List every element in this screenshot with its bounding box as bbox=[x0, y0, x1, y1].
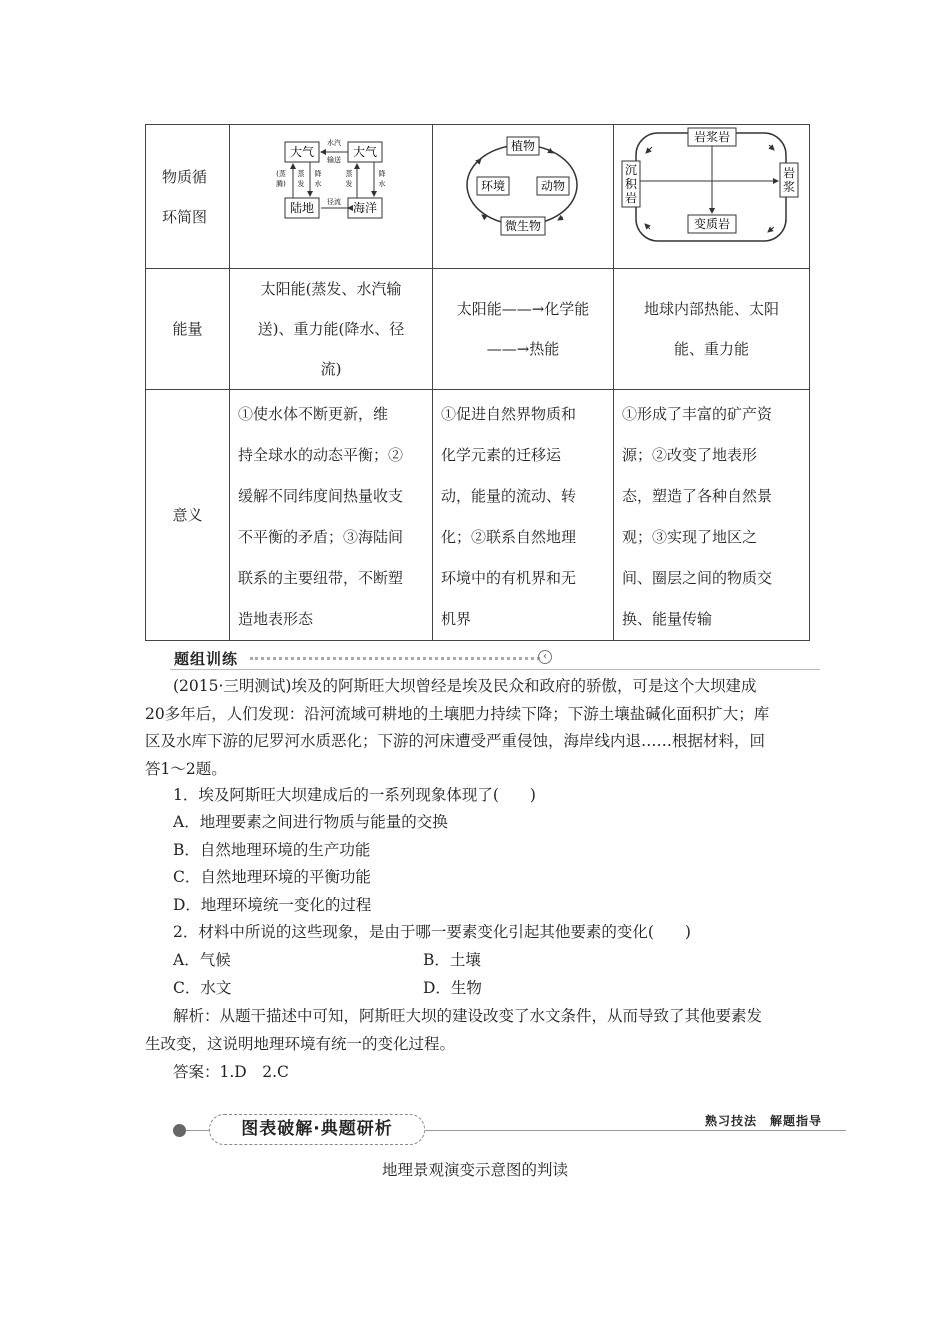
energy-rock-line-1: 地球内部热能、太阳 bbox=[643, 300, 779, 318]
intro-line-2: 20多年后，人们发现：沿河流域可耕地的土壤肥力持续下降；下游土壤盐碱化面积扩大；库 bbox=[145, 705, 770, 723]
meaning-water-line-5: 联系的主要纽带，不断塑 bbox=[238, 569, 404, 587]
sedimentary-label-2: 积 bbox=[624, 177, 638, 191]
environment-label: 环境 bbox=[480, 179, 506, 193]
meaning-bio-line-2: 化学元素的迁移运 bbox=[441, 446, 562, 464]
meaning-water-line-1: ①使水体不断更新，维 bbox=[238, 405, 389, 423]
question-2-option-d: D．生物 bbox=[423, 979, 482, 997]
bio-cycle-diagram bbox=[433, 125, 614, 263]
subsection-title: 地理景观演变示意图的判读 bbox=[381, 1161, 568, 1179]
intro-line-4: 答1～2题。 bbox=[145, 760, 227, 778]
meaning-water-line-2: 持全球水的动态平衡；② bbox=[238, 446, 404, 464]
meaning-bio-line-3: 动，能量的流动、转 bbox=[441, 487, 577, 505]
ring-arrow-d bbox=[645, 224, 650, 229]
intro-line-1: (2015·三明测试)埃及的阿斯旺大坝曾经是埃及民众和政府的骄傲，可是这个大坝建成 bbox=[173, 677, 757, 695]
precip-a-1: 降 bbox=[314, 170, 322, 178]
banner-bullet-icon bbox=[173, 1124, 186, 1137]
cycle-comparison-table bbox=[145, 124, 810, 641]
meaning-water-line-6: 造地表形态 bbox=[238, 610, 314, 628]
energy-bio-line-2: ——→热能 bbox=[486, 340, 560, 358]
magma-label-1: 岩 bbox=[782, 166, 796, 180]
meaning-water-line-4: 不平衡的矛盾；③海陆间 bbox=[238, 528, 404, 546]
metamorphic-label: 变质岩 bbox=[693, 217, 731, 231]
meaning-bio-line-4: 化；②联系自然地理 bbox=[441, 528, 577, 546]
row-label-energy bbox=[146, 269, 230, 390]
atmosphere-right-label: 大气 bbox=[352, 145, 378, 159]
ring-arrow-c bbox=[768, 227, 774, 232]
precip-a-2: 水 bbox=[314, 180, 322, 188]
row-label-meaning-text: 意义 bbox=[172, 506, 203, 524]
analysis-line-1: 解析：从题干描述中可知，阿斯旺大坝的建设改变了水文条件，从而导致了其他要素发 bbox=[173, 1007, 763, 1025]
meaning-rock-line-6: 换、能量传输 bbox=[622, 610, 713, 628]
meaning-rock-line-4: 观；③实现了地区之 bbox=[622, 528, 758, 546]
question-1-option-a: A．地理要素之间进行物质与能量的交换 bbox=[173, 813, 448, 831]
evap-a-1: 蒸 bbox=[297, 170, 305, 178]
intro-line-3: 区及水库下游的尼罗河水质恶化；下游的河床遭受严重侵蚀，海岸线内退……根据材料，回 bbox=[145, 732, 766, 750]
magma-label-2: 浆 bbox=[782, 180, 796, 194]
energy-water-line-3: 流) bbox=[320, 360, 342, 378]
bio-cycle-cell bbox=[433, 125, 614, 269]
section-underline bbox=[170, 669, 820, 670]
plant-label: 植物 bbox=[510, 139, 536, 153]
ring-arrow-b bbox=[769, 145, 774, 150]
energy-water-line-2: 送)、重力能(降水、径 bbox=[257, 320, 405, 338]
meaning-bio-line-1: ①促进自然界物质和 bbox=[441, 405, 577, 423]
meaning-rock-line-2: 源；②改变了地表形 bbox=[622, 446, 758, 464]
precip-b-1: 降 bbox=[378, 170, 386, 178]
question-1-stem: 1．埃及阿斯旺大坝建成后的一系列现象体现了( ) bbox=[173, 786, 536, 804]
question-2-stem: 2．材料中所说的这些现象，是由于哪一要素变化引起其他要素的变化( ) bbox=[173, 923, 691, 941]
rock-cycle-cell bbox=[614, 125, 810, 269]
energy-water-cell bbox=[230, 269, 433, 390]
question-1-option-c: C．自然地理环境的平衡功能 bbox=[173, 868, 371, 886]
evap-a-2: 发 bbox=[297, 180, 305, 188]
meaning-water-line-3: 缓解不同纬度间热量收支 bbox=[238, 487, 404, 505]
row-label-diagram bbox=[146, 125, 230, 269]
section-dotted-rule bbox=[250, 657, 540, 660]
row-label-meaning bbox=[146, 390, 230, 641]
question-1-option-b: B．自然地理环境的生产功能 bbox=[173, 841, 371, 859]
question-2-option-a: A．气候 bbox=[173, 951, 231, 969]
meaning-rock-cell bbox=[614, 390, 810, 641]
meaning-bio-cell bbox=[433, 390, 614, 641]
row-label-diagram-line1: 物质循 bbox=[162, 167, 208, 186]
atmosphere-left-label: 大气 bbox=[289, 145, 315, 159]
transport-label-1: 水汽 bbox=[327, 139, 341, 147]
meaning-bio-line-5: 环境中的有机界和无 bbox=[441, 569, 577, 587]
energy-rock-cell bbox=[614, 269, 810, 390]
ring-arrow-2 bbox=[558, 217, 563, 220]
banner-title: 图表破解·典题研析 bbox=[209, 1114, 425, 1145]
water-cycle-cell bbox=[230, 125, 433, 269]
answer-line: 答案：1.D 2.C bbox=[173, 1063, 289, 1081]
meaning-water-cell bbox=[230, 390, 433, 641]
table-row-diagram bbox=[146, 125, 810, 269]
evap-b-2: 发 bbox=[345, 180, 353, 188]
energy-bio-cell bbox=[433, 269, 614, 390]
evap-b-1: 蒸 bbox=[345, 170, 353, 178]
meaning-rock-line-3: 态，塑造了各种自然景 bbox=[622, 487, 773, 505]
sedimentary-label-1: 沉 bbox=[624, 163, 638, 177]
question-1-option-d: D．地理环境统一变化的过程 bbox=[173, 896, 372, 914]
energy-water-line-1: 太阳能(蒸发、水汽输 bbox=[260, 280, 402, 298]
precip-b-2: 水 bbox=[378, 180, 386, 188]
ocean-label: 海洋 bbox=[352, 201, 378, 215]
meaning-bio-line-6: 机界 bbox=[441, 610, 472, 628]
banner-tagline: 熟习技法 解题指导 bbox=[705, 1114, 823, 1128]
magma-rock-label: 岩浆岩 bbox=[693, 130, 731, 144]
microbe-label: 微生物 bbox=[504, 219, 542, 233]
evap-paren-2: 腾) bbox=[276, 180, 286, 188]
rock-cycle-diagram bbox=[614, 125, 810, 263]
meaning-rock-line-1: ①形成了丰富的矿产资 bbox=[622, 405, 773, 423]
runoff-label: 径流 bbox=[327, 198, 341, 206]
section-title: 题组训练 bbox=[174, 650, 239, 668]
land-label: 陆地 bbox=[289, 201, 315, 215]
analysis-line-2: 生改变，这说明地理环境有统一的变化过程。 bbox=[145, 1035, 456, 1053]
table-row-meaning bbox=[146, 390, 810, 641]
chevron-left-icon: ‹ bbox=[538, 650, 552, 664]
ring-arrow-a bbox=[646, 147, 652, 153]
row-label-energy-text: 能量 bbox=[172, 320, 203, 338]
meaning-rock-line-5: 间、圈层之间的物质交 bbox=[622, 569, 773, 587]
energy-rock-line-2: 能、重力能 bbox=[673, 340, 749, 358]
question-2-option-b: B．土壤 bbox=[423, 951, 481, 969]
table-row-energy bbox=[146, 269, 810, 390]
energy-bio-line-1: 太阳能——→化学能 bbox=[456, 300, 590, 318]
animal-label: 动物 bbox=[540, 179, 566, 193]
water-cycle-diagram bbox=[230, 125, 433, 263]
transport-label-2: 输送 bbox=[327, 156, 341, 164]
sedimentary-label-3: 岩 bbox=[624, 191, 638, 205]
question-2-option-c: C．水文 bbox=[173, 979, 232, 997]
row-label-diagram-line2: 环简图 bbox=[162, 207, 208, 226]
evap-paren-1: (蒸 bbox=[276, 170, 286, 178]
